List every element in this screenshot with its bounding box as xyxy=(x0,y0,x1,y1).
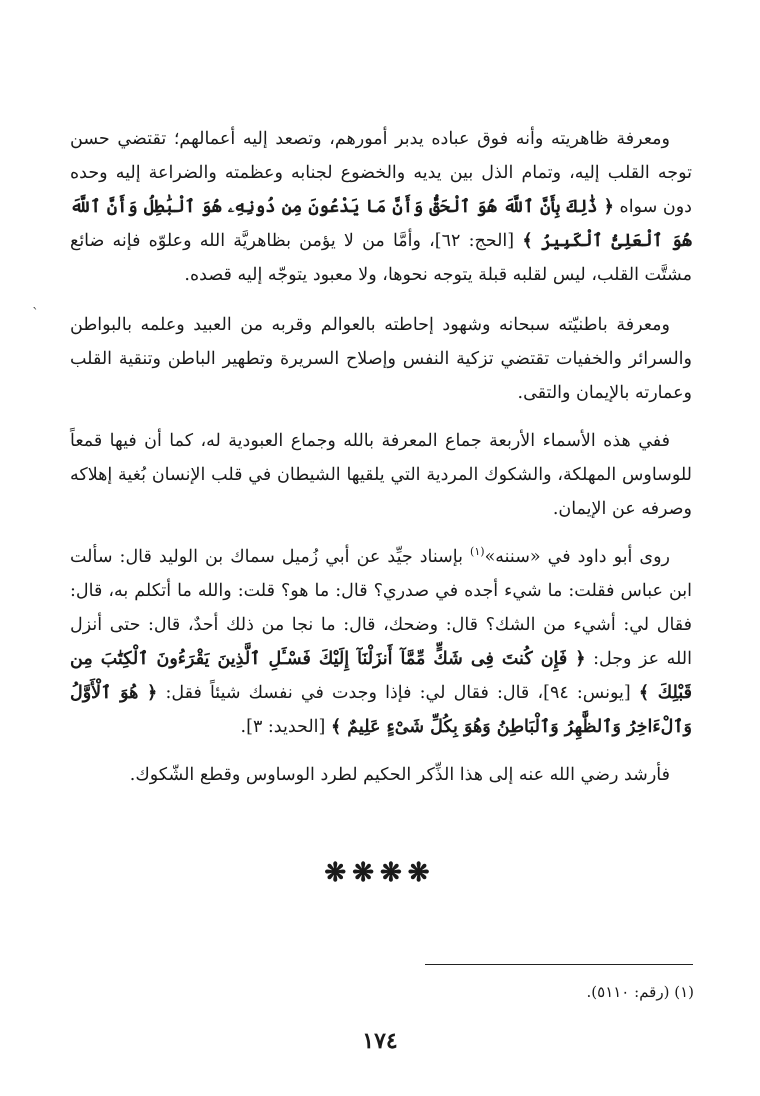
main-text-3 xyxy=(70,424,692,526)
verse-reference-yunus: [يونس: ٩٤] xyxy=(543,683,639,703)
paragraph-5: فأرشد رضي الله عنه إلى هذا الذِّكر الحكيم لطرد الوساوس وقطع الشّكوك. xyxy=(129,765,670,785)
paragraph-4-text: روى أبو داود في «سننه» xyxy=(484,547,670,567)
paragraph-2: ومعرفة باطنيّته سبحانه وشهود إحاطته بالعوالم وقربه من العبيد وعلمه بالبواطن والسرائر والخفيات تقتضي تزكية النفس وإصلاح السريرة وتطهير الباطن وتنقية القلب وعمارته بالإيمان والتقى. xyxy=(70,315,692,403)
footnote-divider xyxy=(425,964,693,965)
margin-mark: ` xyxy=(32,306,39,322)
paragraph-1-text: ومعرفة ظاهريته وأنه فوق عباده يدبر أمورهم، وتصعد إليه أعمالهم؛ تقتضي حسن توجه القلب إليه، وتمام الذل بين يديه والخضوع لجنابه وعظمته والضراعة إليه وحده دون سواه xyxy=(70,129,692,217)
paragraph-1 xyxy=(70,122,692,292)
paragraph-3: ففي هذه الأسماء الأربعة جماع المعرفة بالله وجماع العبودية له، كما أن فيها قمعاً للوساوس المهلكة، والشكوك المردية التي يلقيها الشيطان في قلب الإنسان بُغية إهلاكه وصرفه عن الإيمان. xyxy=(70,431,692,519)
main-text xyxy=(70,122,692,292)
paragraph-4 xyxy=(70,540,692,744)
paragraph-4-text-3: ، قال: فقال لي: فإذا وجدت في نفسك شيئاً فقل: xyxy=(157,683,544,703)
quran-verse-hajj: ﴿ ذَٰلِكَ بِأَنَّ ٱللَّهَ هُوَ ٱلْحَقُّ وَأَنَّ مَا يَدْعُونَ مِن دُونِهِۦ هُوَ ٱلْبَٰطِلُ وَأَنَّ ٱللَّهَ هُوَ ٱلْعَلِىُّ ٱلْكَبِيرُ ﴾ xyxy=(70,197,692,251)
quran-verse-hadid: ﴿ هُوَ ٱلْأَوَّلُ وَٱلْءَاخِرُ وَٱلظَّٰهِرُ وَٱلْبَاطِنُ وَهُوَ بِكُلِّ شَىْءٍ عَلِيمٌ ﴾ xyxy=(70,683,692,737)
main-text-5 xyxy=(70,758,692,792)
paragraph-4-text-2: بإسناد جيِّد عن أبي زُميل سماك بن الوليد قال: سألت ابن عباس فقلت: ما شيء أجده في صدري؟ قال: ما هو؟ قلت: والله ما أتكلم به، قال: فقال لي: أشيء من الشك؟ قال: وضحك، قال: ما نجا من ذلك أحدٌ، قال: حتى أنزل الله عز وجل: xyxy=(70,547,693,669)
section-divider-ornament: ❋❋❋❋ xyxy=(324,858,436,888)
main-text-4 xyxy=(70,540,692,744)
verse-reference-hadid: [الحديد: ٣]. xyxy=(240,717,331,737)
page-number: ١٧٤ xyxy=(362,1028,398,1054)
verse-reference-hajj: [الحج: ٦٢] xyxy=(434,231,515,251)
paragraph-1-text-end: ، وأمَّا من لا يؤمن بظاهريَّة الله وعلوّه فإنه ضائع مشتَّت القلب، ليس لقلبه قبلة يتوجه نحوها، ولا معبود يتوجّه إليه قصده. xyxy=(70,231,692,285)
footnote-marker[interactable]: (١) xyxy=(470,545,485,559)
quran-verse-yunus: ﴿ فَإِن كُنتَ فِى شَكٍّ مِّمَّآ أَنزَلْنَآ إِلَيْكَ فَسْـَٔلِ ٱلَّذِينَ يَقْرَءُونَ ٱلْكِتَٰبَ مِن قَبْلِكَ ﴾ xyxy=(70,649,692,703)
main-text-2 xyxy=(70,308,692,410)
footnote: (١) (رقم: ٥١١٠). xyxy=(586,983,694,1001)
